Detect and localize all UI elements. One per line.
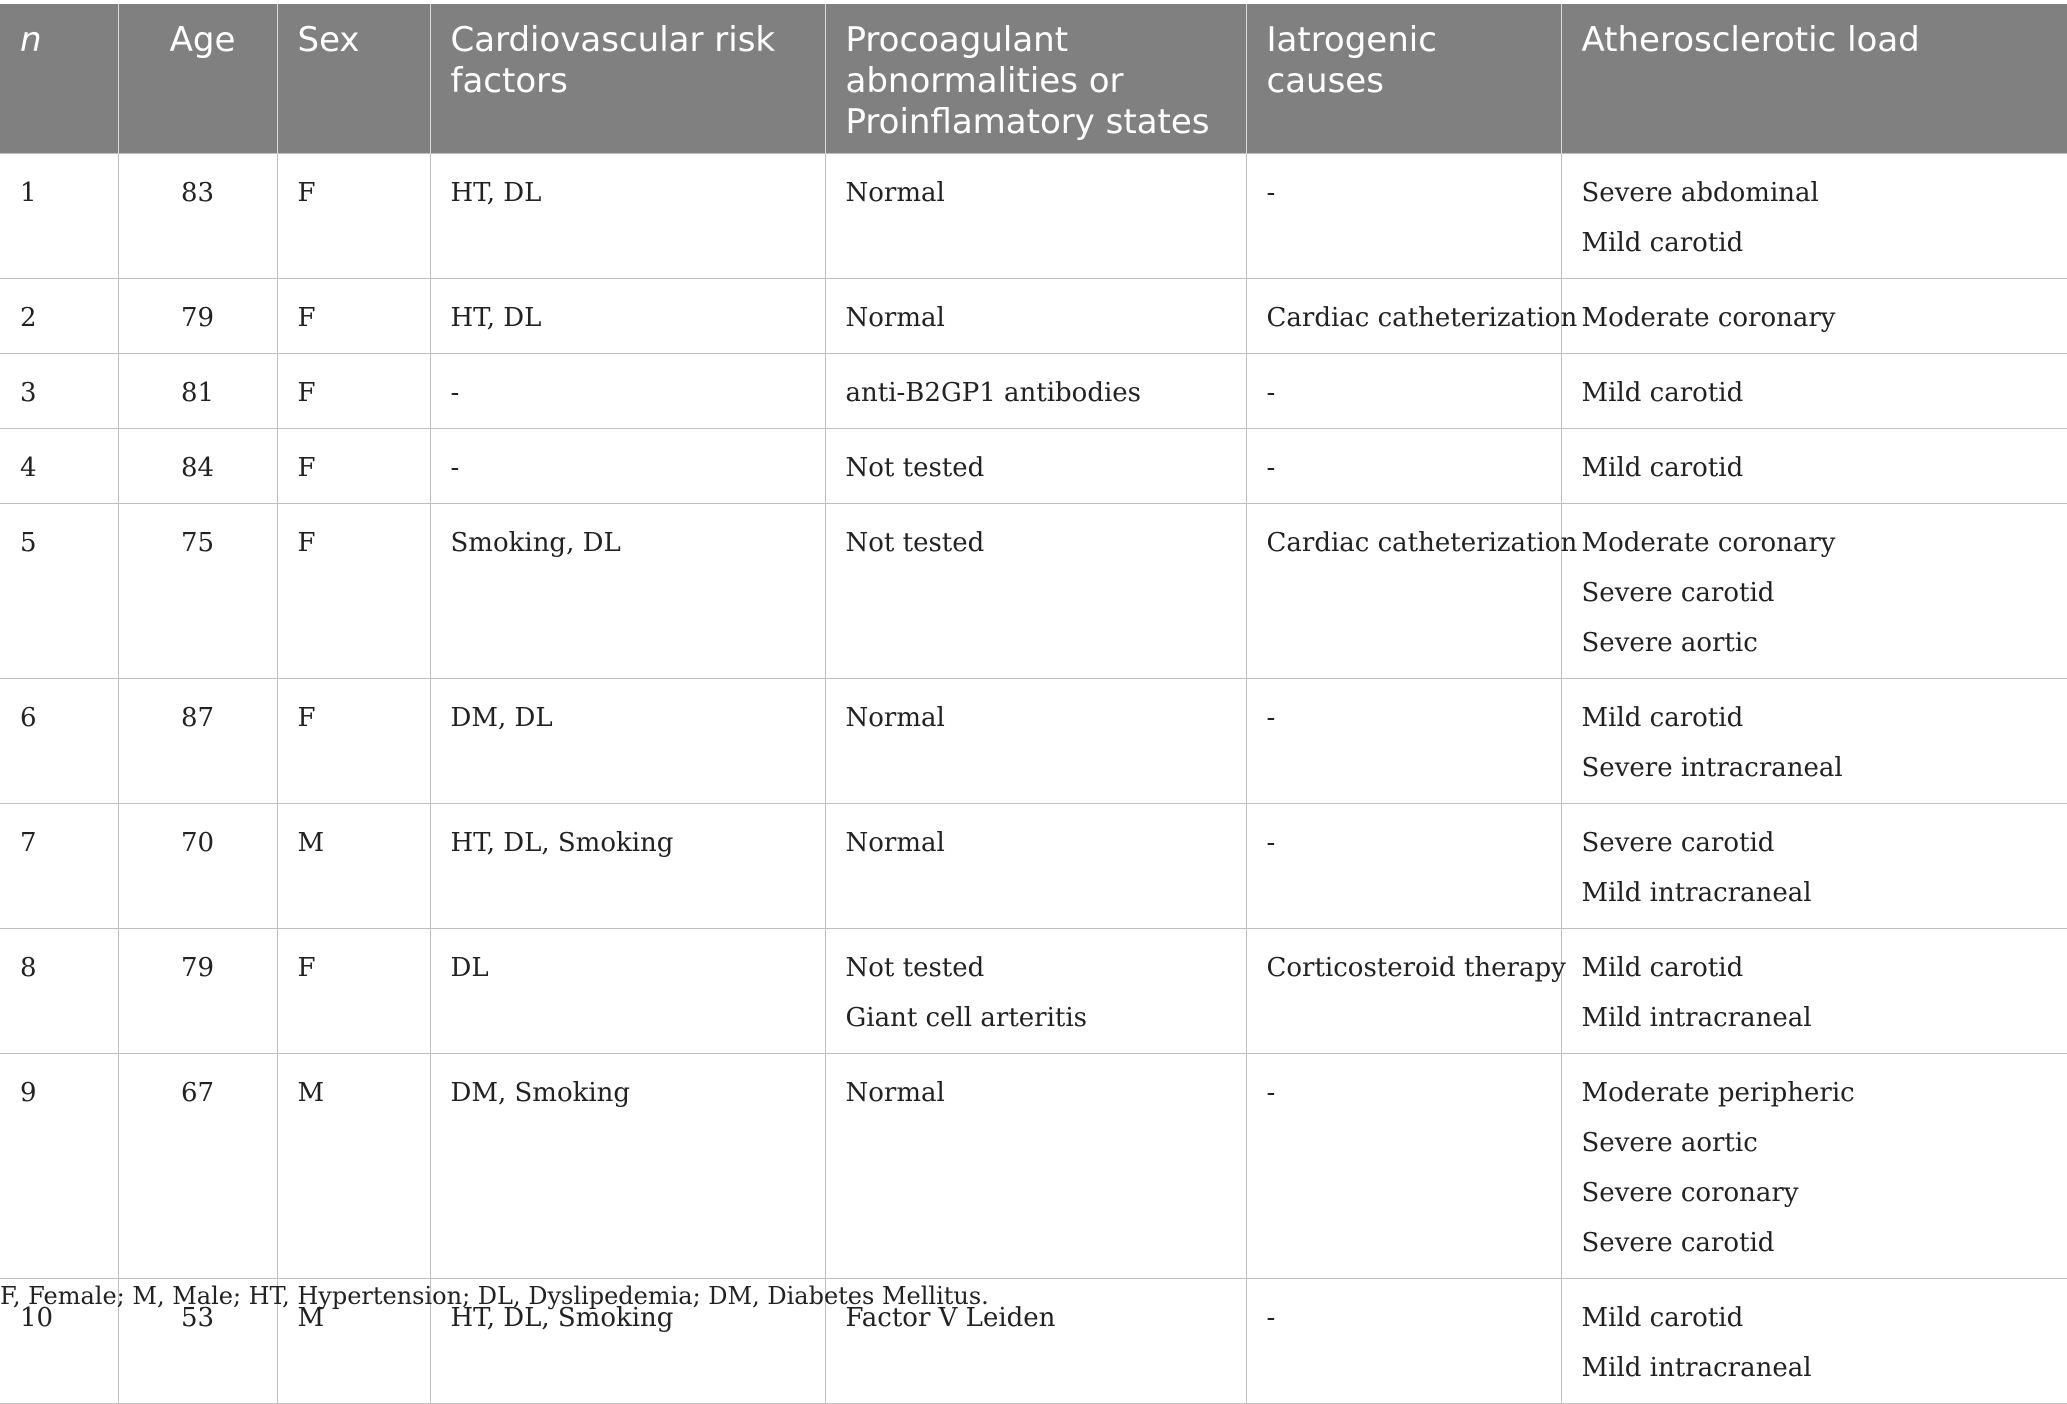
cell-atherosclerotic-load: [1561, 154, 2067, 279]
table-footnote: F, Female; M, Male; HT, Hypertension; DL, Dyslipedemia; DM, Diabetes Mellitus.: [0, 1282, 989, 1310]
cell-line: Mild intracraneal: [1581, 1353, 1812, 1383]
cell-procoagulant: [825, 354, 1246, 429]
cell-procoagulant: [825, 154, 1246, 279]
cell-line: -: [1266, 828, 1276, 858]
cell-line: Normal: [845, 828, 945, 858]
header-row: [0, 4, 2067, 154]
cell-iatrogenic: [1246, 279, 1578, 354]
cell-iatrogenic: [1246, 504, 1578, 679]
cell-value: 75: [180, 528, 215, 558]
cell-line: Moderate coronary: [1581, 303, 1836, 333]
table-row: [0, 429, 2067, 504]
cell-age: [118, 279, 277, 354]
cell-line: Cardiac catheterization: [1266, 303, 1578, 333]
cell-line: -: [1266, 1078, 1276, 1108]
cell-n: [0, 504, 118, 679]
header-n: [0, 4, 118, 154]
cell-risk-factors: [430, 154, 825, 279]
cell-age: [118, 1054, 277, 1279]
cell-age: [118, 504, 277, 679]
cell-value: F: [297, 703, 316, 733]
cell-sex: [277, 504, 430, 679]
cell-value: 5: [20, 528, 37, 558]
cell-value: 79: [180, 303, 215, 333]
cell-line: Moderate coronary: [1581, 528, 1836, 558]
cell-line: DM, Smoking: [450, 1078, 631, 1108]
header-text: Proinflamatory states: [845, 102, 1210, 142]
cell-n: [0, 154, 118, 279]
cell-atherosclerotic-load: [1561, 929, 2067, 1054]
cell-line: Normal: [845, 303, 945, 333]
cell-iatrogenic: [1246, 354, 1561, 429]
cell-value: 6: [20, 703, 37, 733]
cell-line: Mild carotid: [1581, 953, 1744, 983]
cell-risk-factors: [430, 679, 825, 804]
cell-risk-factors: [430, 429, 825, 504]
cell-procoagulant: [825, 429, 1246, 504]
cell-risk-factors: [430, 804, 825, 929]
cell-line: Normal: [845, 178, 945, 208]
cell-line: Normal: [845, 1078, 945, 1108]
table-container: [0, 4, 2067, 1404]
cell-value: 67: [180, 1078, 215, 1108]
cell-risk-factors: [430, 929, 825, 1054]
cell-n: [0, 1054, 118, 1279]
cell-atherosclerotic-load: [1561, 504, 2067, 679]
cell-procoagulant: [825, 804, 1246, 929]
table-row: [0, 504, 2067, 679]
table-row: [0, 679, 2067, 804]
cell-risk-factors: [430, 279, 825, 354]
cell-atherosclerotic-load: [1561, 1279, 2067, 1404]
cell-iatrogenic: [1246, 429, 1561, 504]
cell-line: Severe aortic: [1581, 1128, 1758, 1158]
cell-line: Factor V Leiden: [845, 1303, 1056, 1333]
cell-value: F: [297, 303, 316, 333]
table-row: [0, 1054, 2067, 1279]
cell-iatrogenic: [1246, 1279, 1561, 1404]
cell-line: HT, DL, Smoking: [450, 828, 674, 858]
cell-atherosclerotic-load: [1561, 1054, 2067, 1279]
cell-sex: [277, 429, 430, 504]
cell-atherosclerotic-load: [1561, 679, 2067, 804]
cell-line: Moderate peripheric: [1581, 1078, 1855, 1108]
cell-n: [0, 929, 118, 1054]
cell-atherosclerotic-load: [1561, 429, 2067, 504]
cell-value: M: [297, 1303, 325, 1333]
cell-n: [0, 804, 118, 929]
header-text: causes: [1266, 61, 1384, 101]
cell-sex: [277, 929, 430, 1054]
cell-line: Not tested: [845, 528, 985, 558]
cell-iatrogenic: [1246, 1054, 1561, 1279]
cell-sex: [277, 1054, 430, 1279]
table-row: [0, 354, 2067, 429]
cell-iatrogenic: [1246, 154, 1561, 279]
header-sex: [277, 4, 430, 154]
cell-age: [118, 929, 277, 1054]
cell-line: Normal: [845, 703, 945, 733]
cell-value: 10: [20, 1303, 54, 1333]
cell-line: Severe carotid: [1581, 1228, 1775, 1258]
header-text: Cardiovascular risk: [450, 20, 776, 60]
cell-line: HT, DL: [450, 303, 542, 333]
cell-iatrogenic: [1246, 929, 1566, 1054]
header-text: Procoagulant: [845, 20, 1069, 60]
header-atherosclerotic-load: [1561, 4, 2067, 154]
cell-line: Cardiac catheterization: [1266, 528, 1578, 558]
cell-line: Mild carotid: [1581, 453, 1744, 483]
cell-atherosclerotic-load: [1561, 354, 2067, 429]
cell-sex: [277, 804, 430, 929]
cell-value: 79: [180, 953, 215, 983]
cell-line: Mild carotid: [1581, 228, 1744, 258]
table-row: [0, 154, 2067, 279]
table-row: [0, 929, 2067, 1054]
cell-procoagulant: [825, 1054, 1246, 1279]
cell-line: -: [1266, 703, 1276, 733]
header-text: abnormalities or: [845, 61, 1124, 101]
cell-line: Mild carotid: [1581, 703, 1744, 733]
cell-line: Mild carotid: [1581, 378, 1744, 408]
cell-sex: [277, 279, 430, 354]
cell-value: F: [297, 178, 316, 208]
cell-line: Severe carotid: [1581, 828, 1775, 858]
header-text: n: [20, 20, 42, 60]
cell-age: [118, 154, 277, 279]
cell-value: 1: [20, 178, 37, 208]
cell-line: anti-B2GP1 antibodies: [845, 378, 1142, 408]
cell-value: F: [297, 528, 316, 558]
patient-table: [0, 4, 2067, 1404]
cell-procoagulant: [825, 929, 1246, 1054]
header-age: [118, 4, 277, 154]
cell-line: Giant cell arteritis: [845, 1003, 1088, 1033]
cell-value: 4: [20, 453, 37, 483]
header-text: factors: [450, 61, 568, 101]
cell-n: [0, 354, 118, 429]
cell-line: Severe intracraneal: [1581, 753, 1843, 783]
cell-value: M: [297, 1078, 325, 1108]
cell-line: Not tested: [845, 953, 985, 983]
cell-line: Smoking, DL: [450, 528, 621, 558]
cell-value: 7: [20, 828, 37, 858]
cell-value: F: [297, 953, 316, 983]
cell-age: [118, 804, 277, 929]
cell-age: [118, 429, 277, 504]
header-procoagulant: [825, 4, 1246, 154]
cell-value: 2: [20, 303, 37, 333]
cell-value: M: [297, 828, 325, 858]
cell-atherosclerotic-load: [1561, 279, 2067, 354]
cell-risk-factors: [430, 354, 825, 429]
cell-value: 83: [180, 178, 215, 208]
cell-line: Mild intracraneal: [1581, 1003, 1812, 1033]
cell-line: Severe abdominal: [1581, 178, 1819, 208]
cell-line: DL: [450, 953, 489, 983]
cell-procoagulant: [825, 679, 1246, 804]
cell-line: Severe aortic: [1581, 628, 1758, 658]
cell-value: 84: [180, 453, 215, 483]
table-row: [0, 279, 2067, 354]
cell-line: -: [1266, 1303, 1276, 1333]
cell-atherosclerotic-load: [1561, 804, 2067, 929]
cell-line: Mild carotid: [1581, 1303, 1744, 1333]
cell-risk-factors: [430, 504, 825, 679]
cell-value: 53: [180, 1303, 215, 1333]
table-body: [0, 154, 2067, 1404]
header-text: Iatrogenic: [1266, 20, 1437, 60]
cell-value: 87: [180, 703, 215, 733]
cell-age: [118, 354, 277, 429]
cell-sex: [277, 154, 430, 279]
cell-iatrogenic: [1246, 679, 1561, 804]
cell-risk-factors: [430, 1054, 825, 1279]
cell-sex: [277, 679, 430, 804]
cell-line: -: [1266, 378, 1276, 408]
header-text: Sex: [297, 20, 360, 60]
header-risk-factors: [430, 4, 825, 154]
cell-line: DM, DL: [450, 703, 553, 733]
cell-procoagulant: [825, 504, 1246, 679]
cell-procoagulant: [825, 279, 1246, 354]
cell-line: HT, DL: [450, 178, 542, 208]
table-header: [0, 4, 2067, 154]
cell-n: [0, 429, 118, 504]
header-iatrogenic: [1246, 4, 1561, 154]
cell-line: -: [1266, 453, 1276, 483]
cell-n: [0, 279, 118, 354]
header-text: Age: [169, 20, 236, 60]
cell-line: Mild intracraneal: [1581, 878, 1812, 908]
header-text: Atherosclerotic load: [1581, 20, 1920, 60]
cell-value: 9: [20, 1078, 37, 1108]
cell-line: Not tested: [845, 453, 985, 483]
cell-line: HT, DL, Smoking: [450, 1303, 674, 1333]
cell-value: 3: [20, 378, 37, 408]
table-row: [0, 804, 2067, 929]
cell-value: 81: [180, 378, 215, 408]
cell-sex: [277, 354, 430, 429]
cell-line: Corticosteroid therapy: [1266, 953, 1566, 983]
cell-iatrogenic: [1246, 804, 1561, 929]
cell-line: Severe carotid: [1581, 578, 1775, 608]
cell-line: -: [1266, 178, 1276, 208]
cell-value: F: [297, 378, 316, 408]
cell-n: [0, 679, 118, 804]
cell-line: -: [450, 453, 460, 483]
cell-line: -: [450, 378, 460, 408]
cell-line: Severe coronary: [1581, 1178, 1799, 1208]
cell-value: 70: [180, 828, 215, 858]
cell-value: 8: [20, 953, 37, 983]
cell-age: [118, 679, 277, 804]
cell-value: F: [297, 453, 316, 483]
